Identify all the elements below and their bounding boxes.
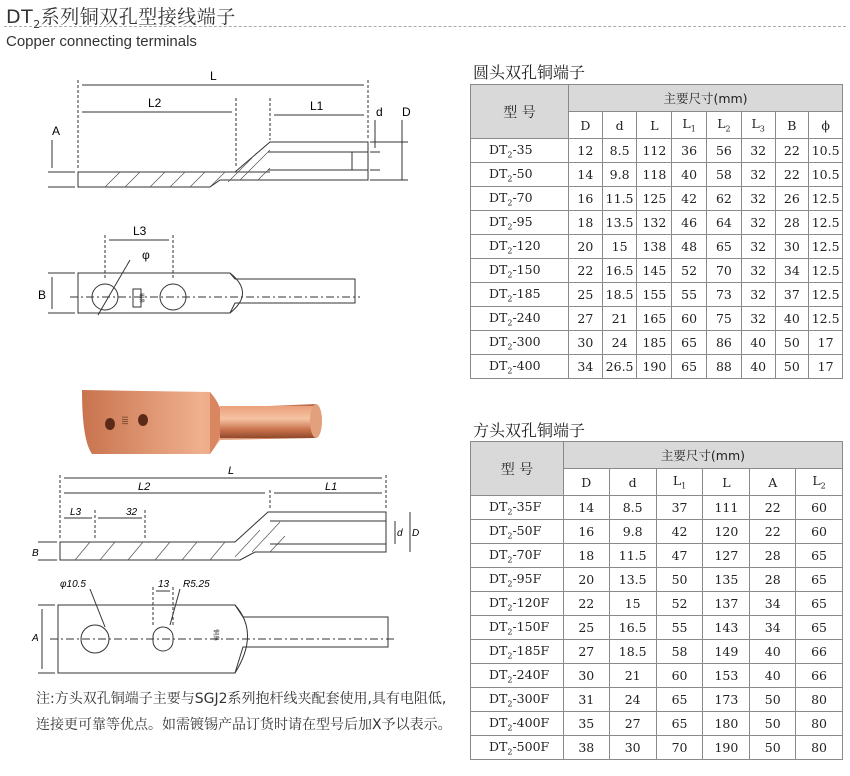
- square-table-value-cell: 21: [609, 664, 656, 688]
- round-table-value-cell: 32: [741, 259, 775, 283]
- square-table-model-cell: $DT_2-95F$: [471, 568, 564, 592]
- square-table-value-cell: 11.5: [609, 544, 656, 568]
- round-table-value-cell: 32: [741, 163, 775, 187]
- round-table-value-cell: 12: [569, 139, 603, 163]
- square-table-value-cell: 58: [656, 640, 703, 664]
- square-table-value-cell: 80: [796, 688, 843, 712]
- square-table-value-cell: 37: [656, 496, 703, 520]
- round-table-row: [471, 211, 843, 235]
- round-table-model-cell: $DT_2-400$: [471, 355, 569, 379]
- square-table-value-cell: 9.8: [609, 520, 656, 544]
- square-table-row: [471, 592, 843, 616]
- square-table-model-cell: $DT_2-185F$: [471, 640, 564, 664]
- square-table-value-cell: 52: [656, 592, 703, 616]
- round-table-value-cell: 40: [741, 331, 775, 355]
- square-table-model-cell: $DT_2-400F$: [471, 712, 564, 736]
- round-table-value-cell: 40: [741, 355, 775, 379]
- dim-label-L1: L1: [310, 99, 324, 113]
- round-table-value-cell: 12.5: [809, 211, 843, 235]
- square-table-value-cell: 20: [563, 568, 609, 592]
- dim-label-L3: L3: [70, 507, 82, 518]
- round-table-value-cell: 12.5: [809, 187, 843, 211]
- round-table-value-cell: 52: [672, 259, 707, 283]
- round-table-value-cell: 125: [637, 187, 672, 211]
- round-table-row: [471, 355, 843, 379]
- round-table-col-l1: $L_1$: [672, 112, 707, 139]
- square-table-value-cell: 35: [563, 712, 609, 736]
- square-table-value-cell: 173: [703, 688, 750, 712]
- dim-label-phi10.5: φ10.5: [60, 579, 86, 590]
- round-table-value-cell: 12.5: [809, 283, 843, 307]
- round-table-model-cell: $DT_2-150$: [471, 259, 569, 283]
- round-table-model-cell: $DT_2-35$: [471, 139, 569, 163]
- square-table-row: [471, 496, 843, 520]
- square-table-value-cell: 120: [703, 520, 750, 544]
- square-table-col-l2: $L_2$: [796, 469, 843, 496]
- square-table-group-header: 主要尺寸(mm): [563, 442, 842, 469]
- round-table-model-cell: $DT_2-120$: [471, 235, 569, 259]
- round-table-value-cell: 20: [569, 235, 603, 259]
- round-table: [470, 84, 843, 379]
- round-table-value-cell: 165: [637, 307, 672, 331]
- square-table-value-cell: 42: [656, 520, 703, 544]
- square-table-value-cell: 60: [656, 664, 703, 688]
- square-table-value-cell: 80: [796, 712, 843, 736]
- round-table-value-cell: 55: [672, 283, 707, 307]
- round-table-value-cell: 21: [602, 307, 637, 331]
- round-table-value-cell: 32: [741, 283, 775, 307]
- square-table-title: 方头双孔铜端子: [473, 421, 586, 440]
- round-table-row: [471, 283, 843, 307]
- square-table-value-cell: 65: [796, 592, 843, 616]
- round-table-value-cell: 26.5: [602, 355, 637, 379]
- square-table-value-cell: 18: [563, 544, 609, 568]
- round-table-value-cell: 26: [775, 187, 809, 211]
- round-table-value-cell: 112: [637, 139, 672, 163]
- dim-label-L2: L2: [148, 96, 162, 110]
- square-table-value-cell: 28: [750, 544, 796, 568]
- stamp-text: 铜鼻: [212, 629, 218, 642]
- round-table-model-cell: $DT_2-50$: [471, 163, 569, 187]
- dim-label-B: B: [38, 288, 47, 302]
- square-table-value-cell: 40: [750, 640, 796, 664]
- square-table-value-cell: 127: [703, 544, 750, 568]
- round-table-row: [471, 331, 843, 355]
- square-table-value-cell: 27: [563, 640, 609, 664]
- round-table-value-cell: 32: [741, 211, 775, 235]
- round-terminal-side-drawing: [30, 60, 430, 200]
- dim-label-L: L: [210, 69, 217, 83]
- square-table: [470, 441, 843, 760]
- square-table-value-cell: 65: [796, 568, 843, 592]
- round-table-value-cell: 50: [775, 331, 809, 355]
- square-table-value-cell: 60: [796, 496, 843, 520]
- round-table-value-cell: 18.5: [602, 283, 637, 307]
- square-table-value-cell: 137: [703, 592, 750, 616]
- stamp-text: 铜鼻: [138, 293, 144, 304]
- round-table-value-cell: 18: [569, 211, 603, 235]
- round-table-value-cell: 30: [569, 331, 603, 355]
- round-table-value-cell: 155: [637, 283, 672, 307]
- round-table-value-cell: 48: [672, 235, 707, 259]
- round-table-title: 圆头双孔铜端子: [473, 63, 586, 82]
- round-table-col-l3: $L_3$: [741, 112, 775, 139]
- square-table-model-cell: $DT_2-240F$: [471, 664, 564, 688]
- round-table-row: [471, 307, 843, 331]
- round-table-value-cell: 10.5: [809, 139, 843, 163]
- square-table-value-cell: 13.5: [609, 568, 656, 592]
- round-table-value-cell: 65: [707, 235, 742, 259]
- square-table-value-cell: 16.5: [609, 616, 656, 640]
- round-table-value-cell: 65: [672, 331, 707, 355]
- square-table-value-cell: 47: [656, 544, 703, 568]
- round-table-value-cell: 22: [569, 259, 603, 283]
- round-table-col-ϕ: ϕ: [809, 112, 843, 139]
- round-table-model-header: 型 号: [471, 85, 569, 139]
- square-table-value-cell: 66: [796, 664, 843, 688]
- round-table-value-cell: 138: [637, 235, 672, 259]
- square-table-model-cell: $DT_2-50F$: [471, 520, 564, 544]
- square-table-value-cell: 60: [796, 520, 843, 544]
- square-table-value-cell: 34: [750, 592, 796, 616]
- round-table-value-cell: 86: [707, 331, 742, 355]
- square-table-row: [471, 568, 843, 592]
- square-table-value-cell: 25: [563, 616, 609, 640]
- square-table-value-cell: 30: [609, 736, 656, 760]
- square-table-col-l1: $L_1$: [656, 469, 703, 496]
- round-table-value-cell: 11.5: [602, 187, 637, 211]
- round-table-header-row: [471, 85, 843, 112]
- square-table-model-cell: $DT_2-500F$: [471, 736, 564, 760]
- square-table-header-row: [471, 442, 843, 469]
- square-table-value-cell: 50: [750, 688, 796, 712]
- round-table-model-cell: $DT_2-70$: [471, 187, 569, 211]
- square-table-row: [471, 520, 843, 544]
- square-table-row: [471, 616, 843, 640]
- round-table-value-cell: 32: [741, 307, 775, 331]
- dim-label-32: 32: [126, 507, 138, 518]
- round-table-model-cell: $DT_2-95$: [471, 211, 569, 235]
- round-table-row: [471, 259, 843, 283]
- square-table-row: [471, 664, 843, 688]
- round-table-row: [471, 187, 843, 211]
- round-table-value-cell: 14: [569, 163, 603, 187]
- round-table-value-cell: 8.5: [602, 139, 637, 163]
- square-table-value-cell: 80: [796, 736, 843, 760]
- square-table-value-cell: 16: [563, 520, 609, 544]
- dim-label-A: A: [32, 633, 39, 644]
- round-table-value-cell: 32: [741, 235, 775, 259]
- round-table-col-l2: $L_2$: [707, 112, 742, 139]
- round-table-value-cell: 24: [602, 331, 637, 355]
- square-table-value-cell: 149: [703, 640, 750, 664]
- round-table-value-cell: 12.5: [809, 235, 843, 259]
- square-table-model-cell: $DT_2-120F$: [471, 592, 564, 616]
- square-table-value-cell: 8.5: [609, 496, 656, 520]
- dim-label-d: d: [376, 105, 383, 119]
- round-table-value-cell: 118: [637, 163, 672, 187]
- round-table-row: [471, 235, 843, 259]
- dim-label-L: L: [228, 465, 235, 477]
- page-title: $DT_2$系列铜双孔型接线端子: [6, 6, 236, 31]
- round-table-value-cell: 12.5: [809, 307, 843, 331]
- square-table-row: [471, 712, 843, 736]
- round-table-value-cell: 34: [569, 355, 603, 379]
- square-table-value-cell: 18.5: [609, 640, 656, 664]
- square-table-value-cell: 28: [750, 568, 796, 592]
- footnote: 注:方头双孔铜端子主要与SGJ2系列抱杆线夹配套使用,具有电阻低,连接更可靠等优点。如需镀锡产品订货时请在型号后加X予以表示。: [36, 691, 452, 733]
- copper-terminal-photo: [70, 380, 340, 465]
- round-table-value-cell: 32: [741, 139, 775, 163]
- round-table-value-cell: 62: [707, 187, 742, 211]
- round-table-value-cell: 15: [602, 235, 637, 259]
- round-table-value-cell: 37: [775, 283, 809, 307]
- round-table-value-cell: 145: [637, 259, 672, 283]
- square-table-col-l: L: [703, 469, 750, 496]
- round-table-value-cell: 40: [775, 307, 809, 331]
- square-table-value-cell: 111: [703, 496, 750, 520]
- square-table-row: [471, 688, 843, 712]
- round-table-value-cell: 75: [707, 307, 742, 331]
- dim-label-D: D: [402, 105, 411, 119]
- square-table-value-cell: 31: [563, 688, 609, 712]
- square-table-col-d: D: [563, 469, 609, 496]
- square-table-value-cell: 135: [703, 568, 750, 592]
- square-table-value-cell: 153: [703, 664, 750, 688]
- square-table-row: [471, 736, 843, 760]
- round-table-value-cell: 185: [637, 331, 672, 355]
- square-table-col-a: A: [750, 469, 796, 496]
- dim-label-L1: L1: [325, 481, 338, 493]
- square-terminal-top-drawing: [30, 575, 430, 685]
- round-table-value-cell: 16: [569, 187, 603, 211]
- round-table-model-cell: $DT_2-240$: [471, 307, 569, 331]
- square-table-value-cell: 65: [796, 544, 843, 568]
- svg-text:IIII: IIII: [120, 416, 129, 425]
- round-table-row: [471, 139, 843, 163]
- square-table-value-cell: 14: [563, 496, 609, 520]
- square-table-value-cell: 22: [750, 520, 796, 544]
- round-table-col-d: d: [602, 112, 637, 139]
- round-table-value-cell: 32: [741, 187, 775, 211]
- square-table-value-cell: 66: [796, 640, 843, 664]
- round-table-col-l: L: [637, 112, 672, 139]
- round-table-value-cell: 50: [775, 355, 809, 379]
- square-table-value-cell: 40: [750, 664, 796, 688]
- round-table-value-cell: 42: [672, 187, 707, 211]
- square-table-value-cell: 38: [563, 736, 609, 760]
- dim-label-B: B: [32, 548, 39, 559]
- square-table-value-cell: 34: [750, 616, 796, 640]
- round-table-value-cell: 190: [637, 355, 672, 379]
- square-table-value-cell: 65: [656, 688, 703, 712]
- square-table-value-cell: 143: [703, 616, 750, 640]
- round-table-value-cell: 22: [775, 163, 809, 187]
- round-table-value-cell: 25: [569, 283, 603, 307]
- page-subtitle: Copper connecting terminals: [6, 33, 197, 50]
- round-table-value-cell: 56: [707, 139, 742, 163]
- round-table-value-cell: 36: [672, 139, 707, 163]
- round-table-value-cell: 34: [775, 259, 809, 283]
- square-table-value-cell: 15: [609, 592, 656, 616]
- square-table-model-cell: $DT_2-300F$: [471, 688, 564, 712]
- round-table-col-d: D: [569, 112, 603, 139]
- round-terminal-top-drawing: [30, 215, 370, 340]
- round-table-value-cell: 88: [707, 355, 742, 379]
- square-table-value-cell: 27: [609, 712, 656, 736]
- round-table-value-cell: 70: [707, 259, 742, 283]
- round-table-value-cell: 30: [775, 235, 809, 259]
- square-table-model-cell: $DT_2-150F$: [471, 616, 564, 640]
- square-table-value-cell: 65: [656, 712, 703, 736]
- round-table-value-cell: 28: [775, 211, 809, 235]
- round-table-value-cell: 65: [672, 355, 707, 379]
- round-table-value-cell: 13.5: [602, 211, 637, 235]
- square-table-value-cell: 55: [656, 616, 703, 640]
- round-table-value-cell: 12.5: [809, 259, 843, 283]
- dim-label-13: 13: [158, 579, 170, 590]
- square-table-value-cell: 22: [563, 592, 609, 616]
- round-table-model-cell: $DT_2-185$: [471, 283, 569, 307]
- square-table-value-cell: 50: [656, 568, 703, 592]
- round-table-value-cell: 60: [672, 307, 707, 331]
- square-table-value-cell: 180: [703, 712, 750, 736]
- square-table-value-cell: 30: [563, 664, 609, 688]
- round-table-value-cell: 16.5: [602, 259, 637, 283]
- dim-label-phi: φ: [142, 248, 150, 262]
- square-table-model-cell: $DT_2-35F$: [471, 496, 564, 520]
- dim-label-D: D: [412, 528, 420, 539]
- dim-label-A: A: [52, 124, 61, 138]
- round-table-row: [471, 163, 843, 187]
- dim-label-L3: L3: [133, 224, 147, 238]
- round-table-value-cell: 64: [707, 211, 742, 235]
- square-table-value-cell: 70: [656, 736, 703, 760]
- dim-label-L2: L2: [138, 481, 151, 493]
- square-table-value-cell: 22: [750, 496, 796, 520]
- square-table-value-cell: 65: [796, 616, 843, 640]
- square-table-value-cell: 50: [750, 712, 796, 736]
- dim-label-R5.25: R5.25: [183, 579, 210, 590]
- round-table-value-cell: 73: [707, 283, 742, 307]
- square-table-value-cell: 190: [703, 736, 750, 760]
- square-table-model-cell: $DT_2-70F$: [471, 544, 564, 568]
- round-table-value-cell: 22: [775, 139, 809, 163]
- square-terminal-side-drawing: [30, 460, 430, 575]
- header-divider: [4, 26, 846, 27]
- round-table-model-cell: $DT_2-300$: [471, 331, 569, 355]
- square-table-value-cell: 24: [609, 688, 656, 712]
- round-table-value-cell: 40: [672, 163, 707, 187]
- round-table-value-cell: 17: [809, 355, 843, 379]
- round-table-value-cell: 132: [637, 211, 672, 235]
- round-table-value-cell: 58: [707, 163, 742, 187]
- round-table-group-header: 主要尺寸(mm): [569, 85, 843, 112]
- round-table-value-cell: 10.5: [809, 163, 843, 187]
- square-table-value-cell: 50: [750, 736, 796, 760]
- round-table-value-cell: 9.8: [602, 163, 637, 187]
- dim-label-d: d: [397, 528, 403, 539]
- round-table-value-cell: 27: [569, 307, 603, 331]
- round-table-value-cell: 46: [672, 211, 707, 235]
- square-table-row: [471, 544, 843, 568]
- round-table-value-cell: 17: [809, 331, 843, 355]
- square-table-col-d: d: [609, 469, 656, 496]
- square-table-model-header: 型 号: [471, 442, 564, 496]
- square-table-row: [471, 640, 843, 664]
- round-table-col-b: B: [775, 112, 809, 139]
